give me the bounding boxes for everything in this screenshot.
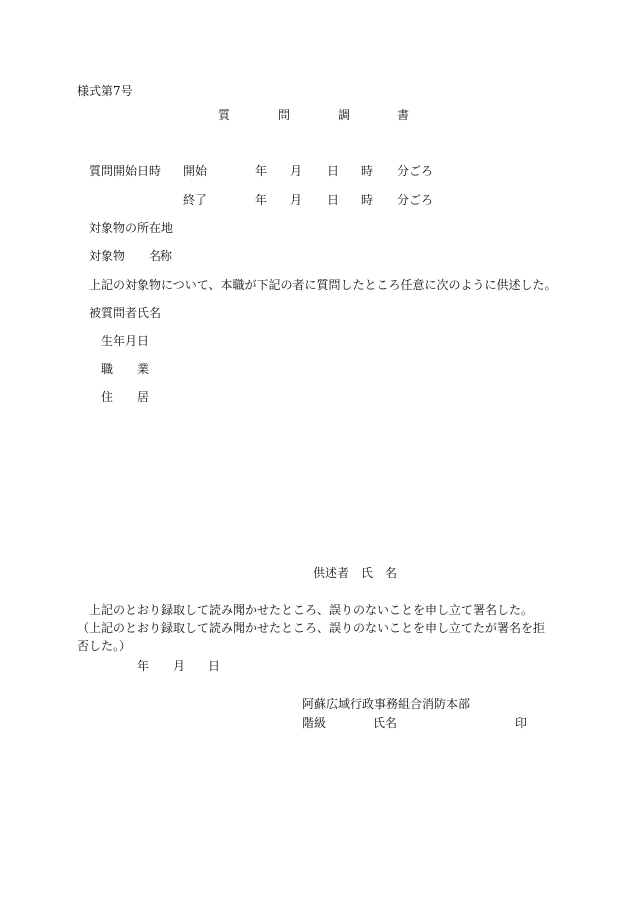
rank-label: 階級 [302,716,327,730]
officer-name-label: 氏名 [373,716,398,730]
end-label: 終了 [183,193,208,207]
title-char: 問 [278,108,291,122]
month-unit: 月 [290,193,303,207]
confirmation-text: 上記のとおり録取して読み聞かせたところ、誤りのないことを申し立て署名した。 [89,603,534,617]
minute-unit: 分ごろ [397,164,434,178]
refusal-text: 否した。） [77,639,132,653]
title-char: 調 [338,108,351,122]
statement-intro: 上記の対象物について、本職が下記の者に質問したところ任意に次のように供述した。 [89,278,557,292]
seal-mark: 印 [515,716,528,730]
birthdate-label: 生年月日 [101,334,150,348]
form-number: 様式第7号 [77,84,133,98]
respondent-name-label: 被質問者氏名 [89,306,162,320]
year-unit: 年 [255,193,268,207]
minute-unit: 分ごろ [397,193,434,207]
hour-unit: 時 [361,193,374,207]
deponent-label: 供述者 [313,566,350,580]
title-char: 書 [397,108,410,122]
hour-unit: 時 [361,164,374,178]
organization-name: 阿蘇広域行政事務組合消防本部 [302,697,471,711]
object-location-label: 対象物の所在地 [89,221,174,235]
occupation-label: 業 [137,362,150,376]
residence-label: 居 [137,390,150,404]
inquiry-datetime-label: 質問開始日時 [89,164,162,178]
object-name-label: 名 [149,249,162,263]
day-unit: 日 [327,164,340,178]
deponent-label: 氏 [361,566,374,580]
start-label: 開始 [183,164,208,178]
deponent-label: 名 [385,566,398,580]
title-char: 質 [218,108,231,122]
month-unit: 月 [290,164,303,178]
month-unit: 月 [173,659,186,673]
object-name-label: 称 [160,249,173,263]
refusal-text: （上記のとおり録取して読み聞かせたところ、誤りのないことを申し立てたが署名を拒 [77,621,546,635]
year-unit: 年 [255,164,268,178]
day-unit: 日 [327,193,340,207]
day-unit: 日 [208,659,221,673]
residence-label: 住 [101,390,114,404]
year-unit: 年 [137,659,150,673]
occupation-label: 職 [101,362,114,376]
object-name-label: 対象物 [89,249,126,263]
